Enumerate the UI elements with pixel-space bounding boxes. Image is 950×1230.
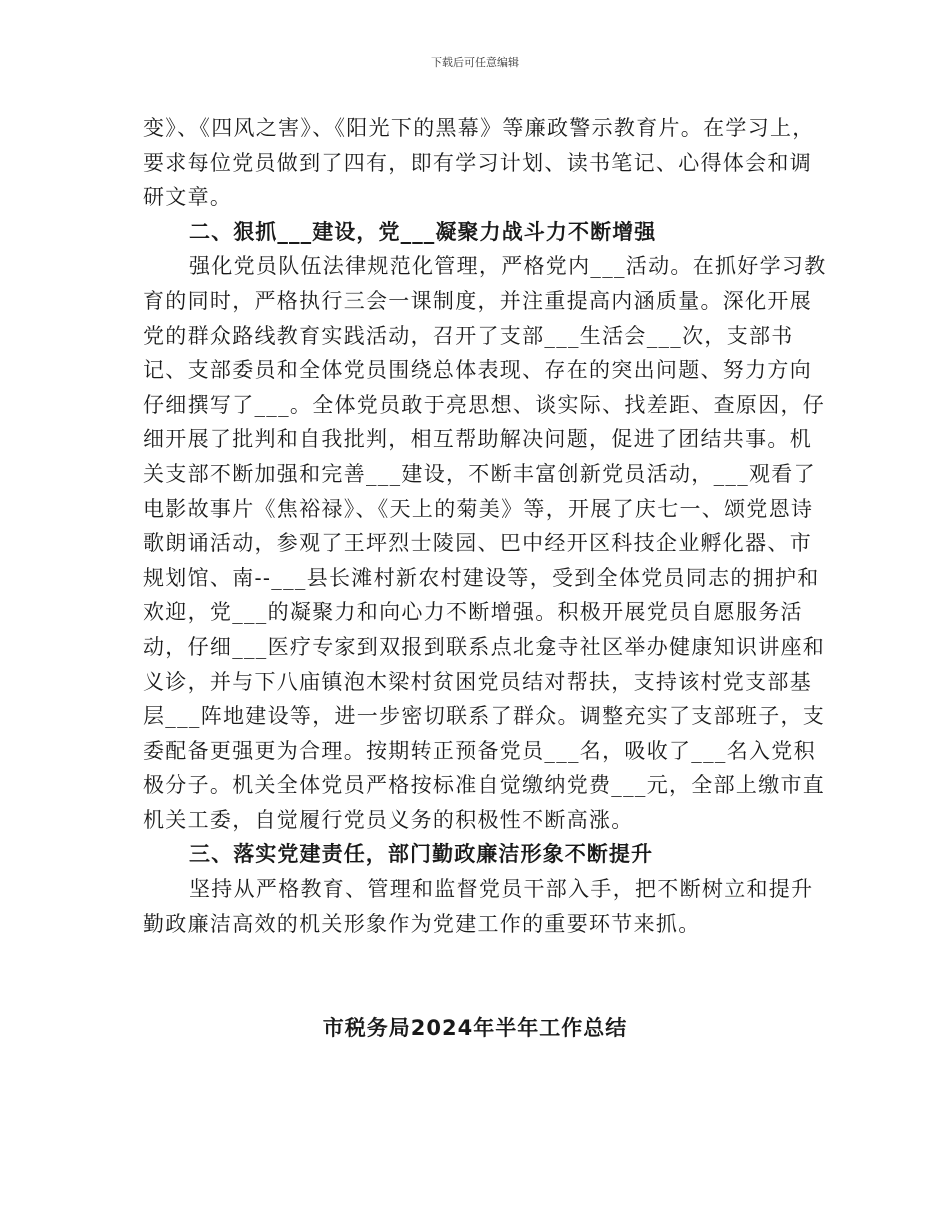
section-heading-3: 三、落实党建责任，部门勤政廉洁形象不断提升 xyxy=(189,842,654,867)
document-body xyxy=(143,111,827,941)
paragraph-3: 坚持从严格教育、管理和监督党员干部入手，把不断树立和提升勤政廉洁高效的机关形象作为党建工作的重要环节来抓。 xyxy=(143,877,814,936)
paragraph-1: 变》、《四风之害》、《阳光下的黑幕》等廉政警示教育片。在学习上，要求每位党员做到了四有，即有学习计划、读书笔记、心得体会和调研文章。 xyxy=(143,116,815,210)
section-heading-2: 二、狠抓___建设，党___凝聚力战斗力不断增强 xyxy=(189,219,657,244)
header-note: 下载后可任意编辑 xyxy=(431,56,519,69)
next-document-title: 市税务局2024年半年工作总结 xyxy=(322,1016,628,1040)
paragraph-2: 强化党员队伍法律规范化管理，严格党内___活动。在抓好学习教育的同时，严格执行三会一课制度，并注重提高内涵质量。深化开展党的群众路线教育实践活动，召开了支部___生活会___次，支部书记、支部委员和全体党员围绕总体表现、存在的突出问题、努力方向仔细撰写了___。全体党员敢于亮思想、谈实际、找差距、查原因，仔细开展了批判和自我批判，相互帮助解决问题，促进了团结共事。机关支部不断加强和完善___建设，不断丰富创新党员活动，___观看了电影故事片《焦裕禄》、《天上的菊美》等，开展了庆七一、颂党恩诗歌朗诵活动，参观了王坪烈士陵园、巴中经开区科技企业孵化器、市规划馆、南--___县长滩村新农村建设等，受到全体党员同志的拥护和欢迎，党___的凝聚力和向心力不断增强。积极开展党员自愿服务活动，仔细___医疗专家到双报到联系点北龛寺社区举办健康知识讲座和义诊，并与下八庙镇泡木梁村贫困党员结对帮扶，支持该村党支部基层___阵地建设等，进一步密切联系了群众。调整充实了支部班子，支委配备更强更为合理。按期转正预备党员___名，吸收了___名入党积极分子。机关全体党员严格按标准自觉缴纳党费___元，全部上缴市直机关工委，自觉履行党员义务的积极性不断高涨。 xyxy=(143,254,827,832)
